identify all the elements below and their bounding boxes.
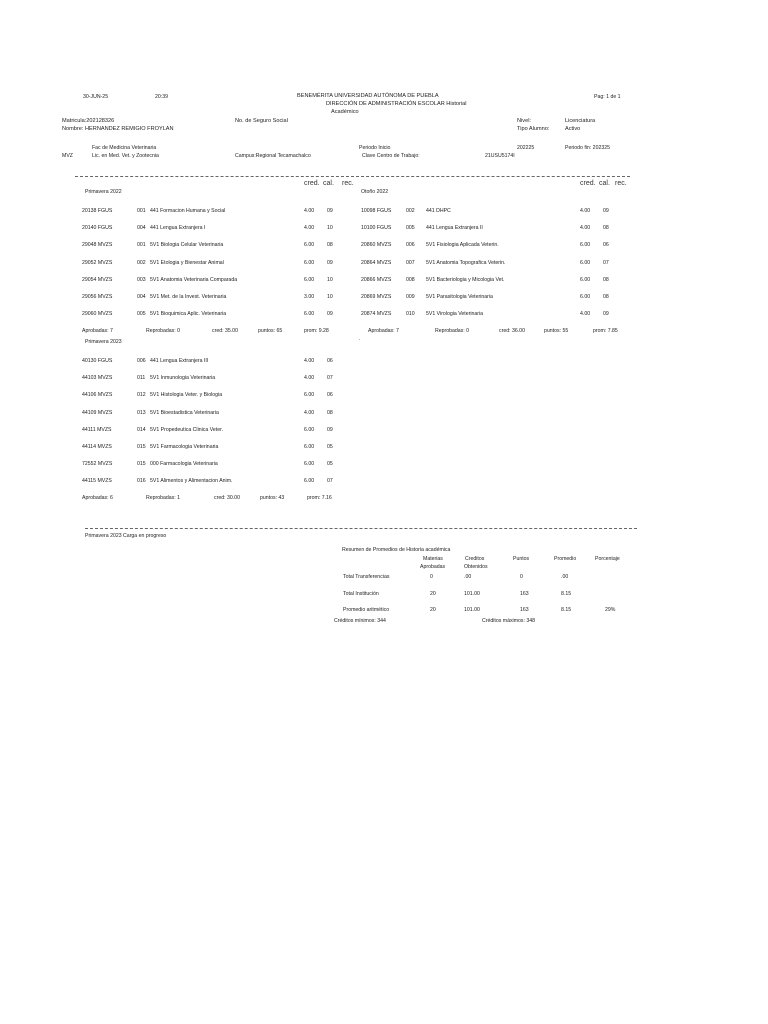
subject-name: 441 Lengua Extranjera III — [150, 358, 209, 364]
course-id: 29056 MVZS — [82, 294, 113, 300]
course-id: 20869 MVZS — [361, 294, 392, 300]
resumen-porcentaje: 29% — [605, 607, 616, 613]
resumen-header-promedio: Promedio — [554, 556, 577, 562]
credits: 6.00 — [304, 478, 315, 485]
subject-name: 441 DHPC — [426, 208, 451, 214]
subject-name: 5V1 Bioquimica Aplic. Veterinaria — [150, 311, 227, 318]
resumen-header-materias: Materias — [423, 556, 443, 562]
section: 015 — [137, 461, 146, 468]
credits: 4.00 — [304, 208, 315, 214]
subject-name: 5V1 Anatomia Topografica Veterin. — [426, 259, 506, 266]
resumen-materias: 20 — [430, 607, 436, 613]
grade: 06 — [327, 358, 333, 364]
section: 001 — [137, 208, 146, 214]
credits: 6.00 — [304, 276, 315, 283]
section: 006 — [137, 358, 146, 364]
grade: 10 — [327, 225, 333, 232]
summary-cred: cred: 36.00 — [499, 328, 525, 334]
resumen-puntos: 163 — [520, 607, 529, 613]
summary-prom: prom: 9.28 — [304, 328, 329, 334]
credits: 6.00 — [580, 242, 591, 249]
institution-name: BENEMÉRITA UNIVERSIDAD AUTÓNOMA DE PUEBLA — [297, 93, 439, 99]
periodo-inicio-label: Periodo Inicio — [359, 145, 391, 151]
resumen-puntos: 163 — [520, 591, 529, 597]
resumen-label: Promedio aritmético — [343, 607, 390, 613]
course-id: 20866 MVZS — [361, 276, 392, 283]
department-name-cont: Académico — [331, 109, 359, 115]
subject-name: 441 Lengua Extranjera II — [426, 225, 483, 232]
grade: 07 — [603, 259, 609, 266]
course-id: 20874 MVZS — [361, 311, 392, 318]
col-cal-left: cal. — [323, 180, 334, 187]
summary-aprobadas: Aprobadas: 6 — [82, 495, 113, 501]
credits: 4.00 — [304, 358, 315, 364]
section: 005 — [137, 311, 146, 318]
summary-prom: prom: 7.85 — [593, 328, 618, 334]
resumen-label: Total Transferencias — [343, 574, 390, 580]
resumen-header-aprobadas: Aprobadas — [420, 564, 446, 570]
section: 004 — [137, 225, 146, 232]
credits: 6.00 — [580, 276, 591, 283]
grade: 06 — [327, 392, 333, 399]
resumen-title: Resumen de Promedios de Historia académica — [342, 547, 451, 553]
grade: 07 — [327, 478, 333, 485]
section: 014 — [137, 426, 146, 433]
credits: 6.00 — [304, 426, 315, 433]
matricula: Matricula:202128326 — [62, 118, 115, 124]
grade: 08 — [327, 242, 333, 249]
resumen-materias: 20 — [430, 591, 436, 597]
section: 001 — [137, 242, 146, 249]
col-rec-left: rec. — [342, 180, 354, 187]
separator-dot: . — [359, 336, 361, 342]
tipo-alumno-value: Activo — [565, 126, 581, 132]
subject-name: 5V1 Bioestadistica Veterinaria — [150, 409, 219, 416]
subject-name: 5V1 Biologia Celular Veterinaria — [150, 242, 224, 249]
summary-reprobadas: Reprobadas: 0 — [435, 328, 470, 334]
creditos-minimos: Créditos mínimos: 344 — [334, 618, 386, 624]
credits: 4.00 — [304, 375, 315, 382]
grade: 08 — [603, 276, 609, 283]
subject-name: 5V1 Propedeutica Clinica Veter. — [150, 426, 223, 433]
credits: 6.00 — [304, 444, 315, 450]
subject-name: 5V1 Etologia y Bienestar Animal — [150, 259, 224, 266]
credits: 4.00 — [580, 208, 591, 214]
section: 002 — [406, 208, 415, 214]
credits: 4.00 — [580, 225, 591, 232]
resumen-label: Total Institución — [343, 591, 379, 597]
course-id: 44106 MVZS — [82, 392, 113, 399]
carrera: Lic. en Med. Vet. y Zootecnia — [92, 153, 159, 159]
credits: 6.00 — [304, 311, 315, 318]
credits: 6.00 — [580, 294, 591, 300]
credits: 3.00 — [304, 294, 315, 300]
credits: 4.00 — [304, 225, 315, 232]
course-id: 40130 FGUS — [82, 358, 113, 364]
subject-name: 5V1 Histologia Veter. y Biologia — [150, 392, 223, 399]
section: 009 — [406, 294, 415, 300]
resumen-promedio: 8.15 — [561, 591, 572, 597]
subject-name: 5V1 Farmacologia Veterinaria — [150, 444, 219, 450]
subject-name: 441 Formacion Humana y Social — [150, 208, 226, 214]
resumen-puntos: 0 — [520, 574, 523, 580]
section: 005 — [406, 225, 415, 232]
resumen-header-puntos: Puntos — [513, 556, 530, 562]
grade: 09 — [327, 311, 333, 318]
course-id: 20860 MVZS — [361, 242, 392, 249]
summary-reprobadas: Reprobadas: 0 — [146, 328, 181, 334]
seguro-social-label: No. de Seguro Social — [235, 118, 288, 124]
course-id: 10098 FGUS — [361, 208, 392, 214]
course-id: 44114 MVZS — [82, 444, 112, 450]
page-number: Pag: 1 de 1 — [594, 94, 621, 100]
section: 007 — [406, 259, 415, 266]
credits: 6.00 — [304, 392, 315, 399]
report-time: 20:39 — [155, 94, 168, 100]
term-name-primavera-2023: Primavera 2023 — [85, 339, 122, 345]
section: 002 — [137, 259, 146, 266]
periodo-inicio-value: 202225 — [517, 145, 535, 151]
grade: 06 — [603, 242, 609, 249]
course-id: 29048 MVZS — [82, 242, 113, 249]
resumen-header-creditos: Creditos — [465, 556, 485, 562]
grade: 08 — [603, 294, 609, 300]
department-name: DIRECCIÓN DE ADMINISTRACIÓN ESCOLAR Historial — [326, 101, 467, 107]
grade: 10 — [327, 276, 333, 283]
subject-name: 5V1 Bacteriologia y Micologia Vet. — [426, 276, 505, 283]
grade: 09 — [603, 311, 609, 318]
creditos-maximos: Créditos máximos: 348 — [482, 618, 536, 624]
credits: 4.00 — [304, 409, 315, 416]
course-id: 20140 FGUS — [82, 225, 113, 232]
divider-bottom — [85, 528, 637, 529]
col-rec-right: rec. — [615, 180, 627, 187]
subject-name: 5V1 Inmunologia Veterinaria — [150, 375, 216, 382]
resumen-creditos: 101.00 — [464, 607, 480, 613]
resumen-creditos: 101.00 — [464, 591, 480, 597]
credits: 6.00 — [304, 461, 315, 468]
grade: 08 — [327, 409, 333, 416]
tipo-alumno-label: Tipo Alumno: — [517, 126, 550, 132]
subject-name: 5V1 Parasitologia Veterinaria — [426, 294, 493, 300]
summary-puntos: puntos: 55 — [544, 328, 569, 334]
grade: 09 — [327, 208, 333, 214]
summary-cred: cred: 30.00 — [214, 495, 240, 501]
section: 015 — [137, 444, 146, 450]
resumen-header-obtenidos: Obtenidos — [464, 564, 488, 570]
course-id: 44109 MVZS — [82, 409, 113, 416]
section: 010 — [406, 311, 415, 318]
grade: 08 — [603, 225, 609, 232]
course-id: 44103 MVZS — [82, 375, 113, 382]
summary-reprobadas: Reprobadas: 1 — [146, 495, 181, 501]
summary-puntos: puntos: 65 — [258, 328, 283, 334]
term-name-otono-2022: Otoño 2022 — [361, 189, 389, 195]
summary-puntos: puntos: 43 — [260, 495, 285, 501]
term-name-primavera-2022: Primavera 2022 — [85, 189, 122, 195]
course-id: 29052 MVZS — [82, 259, 113, 266]
grade: 09 — [327, 426, 333, 433]
credits: 4.00 — [580, 311, 591, 318]
credits: 6.00 — [304, 242, 315, 249]
grade: 05 — [327, 444, 333, 450]
credits: 6.00 — [580, 259, 591, 266]
grade: 09 — [603, 208, 609, 214]
clave-centro-label: Clave Centro de Trabajo: — [362, 153, 420, 159]
subject-name: 000 Farmacologia Veterinaria — [150, 461, 218, 468]
course-id: 10100 FGUS — [361, 225, 392, 232]
section: 003 — [137, 276, 146, 283]
grade: 09 — [327, 259, 333, 266]
grade: 10 — [327, 294, 333, 300]
grade: 07 — [327, 375, 333, 382]
section: 004 — [137, 294, 146, 300]
student-name: Nombre: HERNANDEZ REMIGIO FROYLAN — [62, 126, 174, 132]
nivel-label: Nivel: — [517, 118, 531, 124]
section: 013 — [137, 409, 146, 416]
subject-name: 441 Lengua Extranjera I — [150, 225, 206, 232]
summary-aprobadas: Aprobadas: 7 — [82, 328, 113, 334]
divider-top — [75, 176, 630, 177]
subject-name: 5V1 Fisiologia Aplicada Veterin. — [426, 242, 499, 249]
resumen-creditos: .00 — [464, 574, 472, 580]
resumen-header-porcentaje: Porcentaje — [595, 556, 620, 562]
course-id: 20138 FGUS — [82, 208, 113, 214]
report-date: 30-JUN-25 — [83, 94, 109, 100]
summary-aprobadas: Aprobadas: 7 — [368, 328, 399, 334]
resumen-promedio: 8.15 — [561, 607, 572, 613]
summary-prom: prom: 7.16 — [307, 495, 332, 501]
nivel-value: Licenciatura — [565, 118, 596, 124]
section: 008 — [406, 276, 415, 283]
campus: Campus:Regional Tecamachalco — [235, 153, 311, 159]
course-id: 44111 MVZS — [82, 426, 112, 433]
subject-name: 5V1 Alimentos y Alimentacion Anim. — [150, 478, 233, 485]
grade: 05 — [327, 461, 333, 468]
section: 011 — [137, 375, 146, 382]
facultad: Fac de Medicina Veterinaria — [92, 145, 157, 151]
course-id: 72552 MVZS — [82, 461, 113, 468]
credits: 6.00 — [304, 259, 315, 266]
subject-name: 5V1 Virologia Veterinaria — [426, 311, 484, 318]
summary-cred: cred: 35.00 — [212, 328, 238, 334]
course-id: 20864 MVZS — [361, 259, 392, 266]
col-cred-left: cred. — [304, 180, 320, 187]
col-cred-right: cred. — [580, 180, 596, 187]
resumen-promedio: .00 — [561, 574, 569, 580]
subject-name: 5V1 Met. de la Invest. Veterinaria — [150, 294, 227, 300]
periodo-fin: Periodo fin: 202325 — [565, 145, 610, 151]
clave-centro-value: 21USU5174I — [485, 153, 515, 159]
course-id: 44115 MVZS — [82, 478, 112, 485]
career-code: MVZ — [62, 153, 73, 159]
progress-note: Primavera 2023 Carga en progreso — [85, 533, 167, 539]
col-cal-right: cal. — [599, 180, 610, 187]
section: 006 — [406, 242, 415, 249]
section: 012 — [137, 392, 146, 399]
subject-name: 5V1 Anatomia Veterinaria Comparada — [150, 276, 238, 283]
course-id: 29060 MVZS — [82, 311, 113, 318]
section: 016 — [137, 478, 146, 485]
resumen-materias: 0 — [430, 574, 433, 580]
course-id: 29054 MVZS — [82, 276, 113, 283]
